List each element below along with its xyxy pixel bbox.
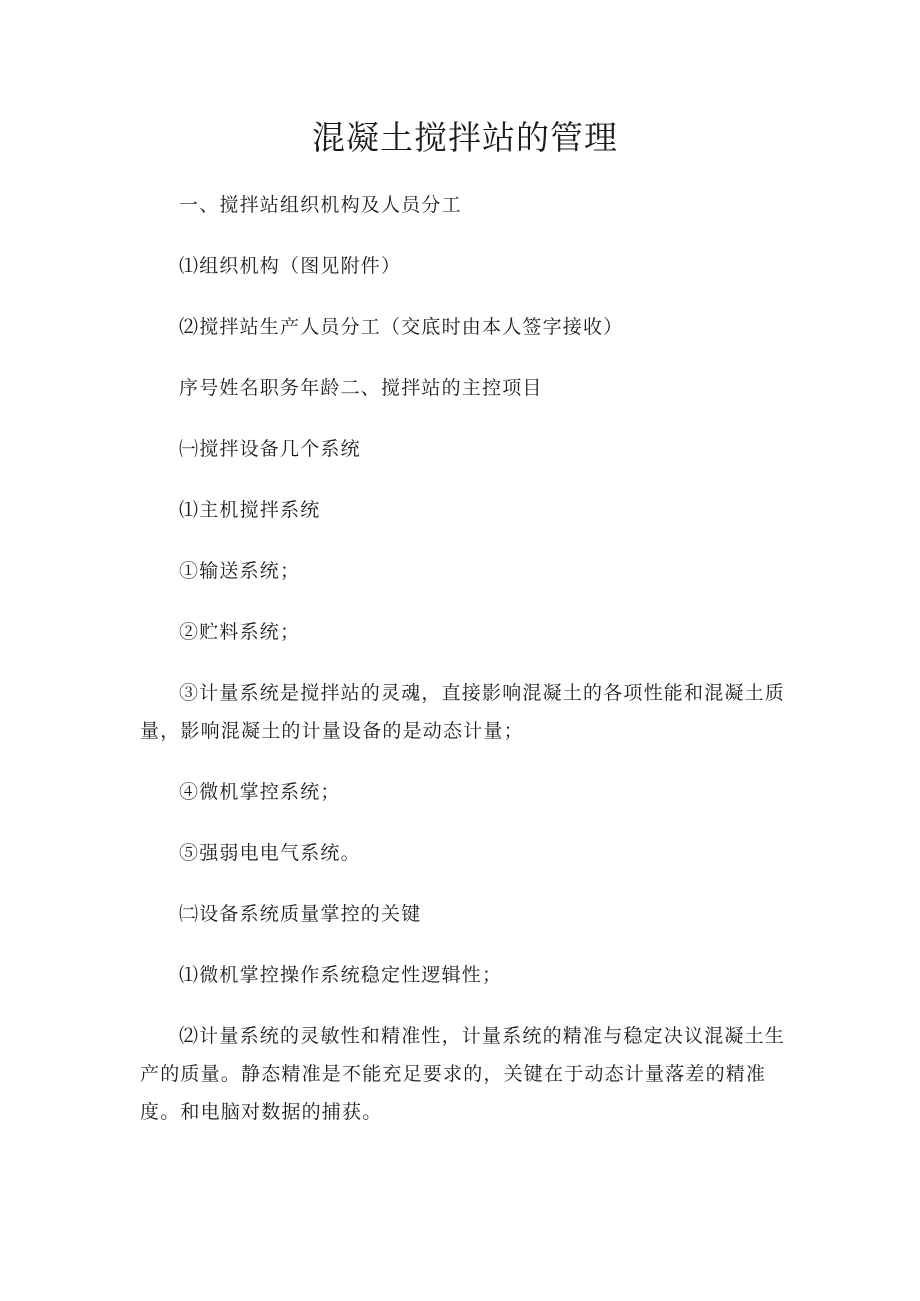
subsection-heading-quality-control-keys: ㈡设备系统质量掌控的关键: [179, 903, 422, 925]
section-heading-1: 一、搅拌站组织机构及人员分工: [179, 194, 462, 216]
document-title: 混凝土搅拌站的管理: [312, 118, 618, 157]
list-item-microcomputer-control: ④微机掌控系统；: [179, 781, 341, 803]
paragraph-metering-accuracy: ⑵计量系统的灵敏性和精准性，计量系统的精准与稳定决议混凝土生产的质量。静态精准是不能充足要求的，关键在于动态计量落差的精准度。和电脑对数据的捕获。: [140, 1025, 786, 1123]
list-item-conveying-system: ①输送系统；: [179, 560, 301, 582]
document-body: [140, 186, 800, 1154]
list-item-electrical-system: ⑤强弱电电气系统。: [179, 842, 361, 864]
list-item-storage-system: ②贮料系统；: [179, 621, 301, 643]
subsection-heading-equipment-systems: ㈠搅拌设备几个系统: [179, 438, 361, 460]
paragraph-org-structure: ⑴组织机构（图见附件）: [179, 255, 402, 277]
paragraph-main-mixing-system: ⑴主机搅拌系统: [179, 499, 321, 521]
paragraph-table-header-and-section-2: 序号姓名职务年龄二、搅拌站的主控项目: [179, 377, 543, 399]
list-item-metering-system: ③计量系统是搅拌站的灵魂，直接影响混凝土的各项性能和混凝土质量，影响混凝土的计量设备的是动态计量；: [140, 682, 786, 742]
paragraph-control-system-stability: ⑴微机掌控操作系统稳定性逻辑性；: [179, 964, 503, 986]
paragraph-staff-division: ⑵搅拌站生产人员分工（交底时由本人签字接收）: [179, 316, 624, 338]
